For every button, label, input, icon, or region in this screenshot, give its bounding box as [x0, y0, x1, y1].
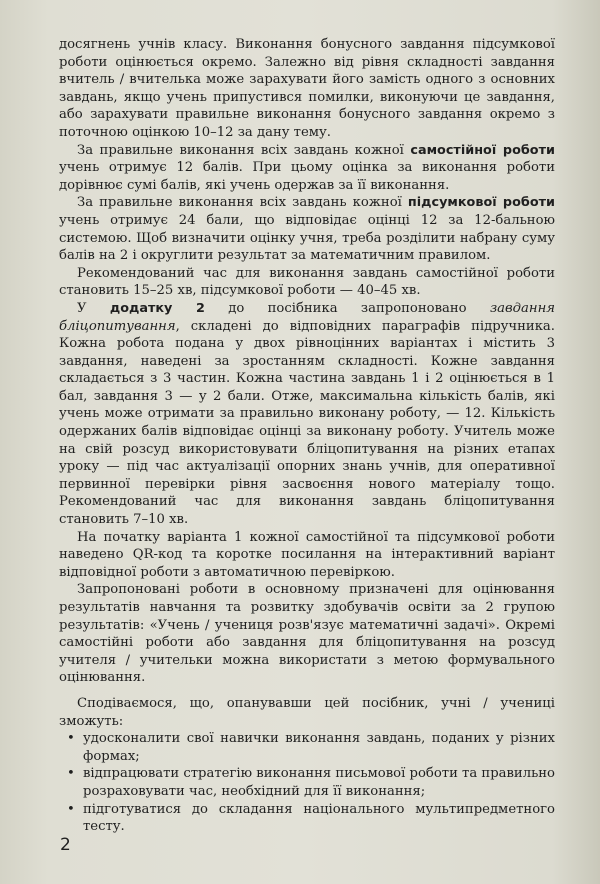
bullet-icon: • [67, 801, 75, 817]
paragraph-recommended-time: Рекомендований час для виконання завдань самостійної роботи становить 15–25 хв, підсумкової роботи — 40–45 хв. [59, 265, 555, 299]
paragraph-final-work [59, 194, 555, 264]
list-item-text: удосконалити свої навички виконання завдань, поданих у різних формах; [83, 731, 555, 764]
bullet-icon: • [67, 731, 75, 747]
list-item [59, 765, 555, 800]
paragraph-text: учень отримує 12 балів. При цьому оцінка за виконання роботи дорівнює сумі балів, які учень одержав за її виконання. [59, 160, 555, 193]
list-item-text: відпрацювати стратегію виконання письмової роботи та правильно розраховувати час, необхідний для її виконання; [83, 766, 556, 799]
list-item [59, 801, 555, 836]
page-number: 2 [60, 835, 71, 855]
list-item-text: підготуватися до складання національного мультипредметного тесту. [83, 801, 555, 835]
paragraph-appendix-2 [59, 300, 555, 529]
paragraph-text: За правильне виконання всіх завдань кожної [77, 195, 408, 211]
bullet-icon: • [67, 766, 75, 782]
paragraph-text: учень отримує 24 бали, що відповідає оцінці 12 за 12-бальною системою. Щоб визначити оцінку учня, треба розділити набрану суму балів на 2 і округлити результат за математичним правилом. [59, 212, 555, 264]
paragraph-qr-code: На початку варіанта 1 кожної самостійної та підсумкової роботи наведено QR-код та коротке посилання на інтерактивний варіант відповідної роботи з автоматичною перевіркою. [59, 529, 555, 580]
list-item [59, 730, 555, 765]
paragraph-assessment-purpose: Запропоновані роботи в основному призначені для оцінювання результатів навчання та розвитку здобувачів освіти за 2 групою результатів: «Учень / учениця розв'язує математичні задачі». Окремі самостійні роботи або завдання для бліцопитування на розсуд учителя / учительки можна використати з метою формувального оцінювання. [59, 582, 555, 686]
bold-term-appendix-2: додатку 2 [109, 300, 205, 316]
expectations-list [59, 730, 555, 836]
bold-term-independent-work: самостійної роботи [410, 142, 555, 158]
paragraph-text: , складені до відповідних параграфів підручника. Кожна робота подана у двох рівноцінних варіантах і містить 3 завдання, наведені за зростанням складності. Кожне завдання складається з 3 частин. Кожна частина завдань 1 і 2 оцінюється в 1 бал, завдання 3 — у 2 бали. Отже, максимальна кількість балів, які учень може отримати за правильно виконану роботу, — 12. Кількість одержаних балів відповідає оцінці за виконану роботу. Учитель може на свій розсуд використовувати бліцопитування на різних етапах уроку — під час актуалізації опорних знань учнів, для оперативної первинної перевірки рівня засвоєння нового матеріалу тощо. Рекомендований час для виконання завдань бліцопитування становить 7–10 хв. [59, 318, 555, 528]
page-body-text [59, 36, 555, 836]
paragraph-expectations: Сподіваємося, що, опанувавши цей посібник, учні / учениці зможуть: [59, 695, 555, 729]
bold-term-final-work: підсумкової роботи [407, 195, 555, 211]
paragraph-text: до посібника запропоновано [204, 300, 490, 316]
paragraph-text: За правильне виконання всіх завдань кожної [77, 142, 411, 158]
paragraph-bonus-task: досягнень учнів класу. Виконання бонусного завдання підсумкової роботи оцінюється окремо. Залежно від рівня складності завдання вчитель / вчителька може зарахувати його замість одного з основних завдань, якщо учень припустився помилки, виконуючи це завдання, або зарахувати правильне виконання бонусного завдання окремо з поточною оцінкою 10–12 за дану тему. [59, 37, 555, 140]
paragraph-independent-work [59, 142, 555, 195]
paragraph-text: У [77, 300, 110, 316]
italic-term-blitz-questions: завдання бліцопитування [59, 300, 555, 334]
